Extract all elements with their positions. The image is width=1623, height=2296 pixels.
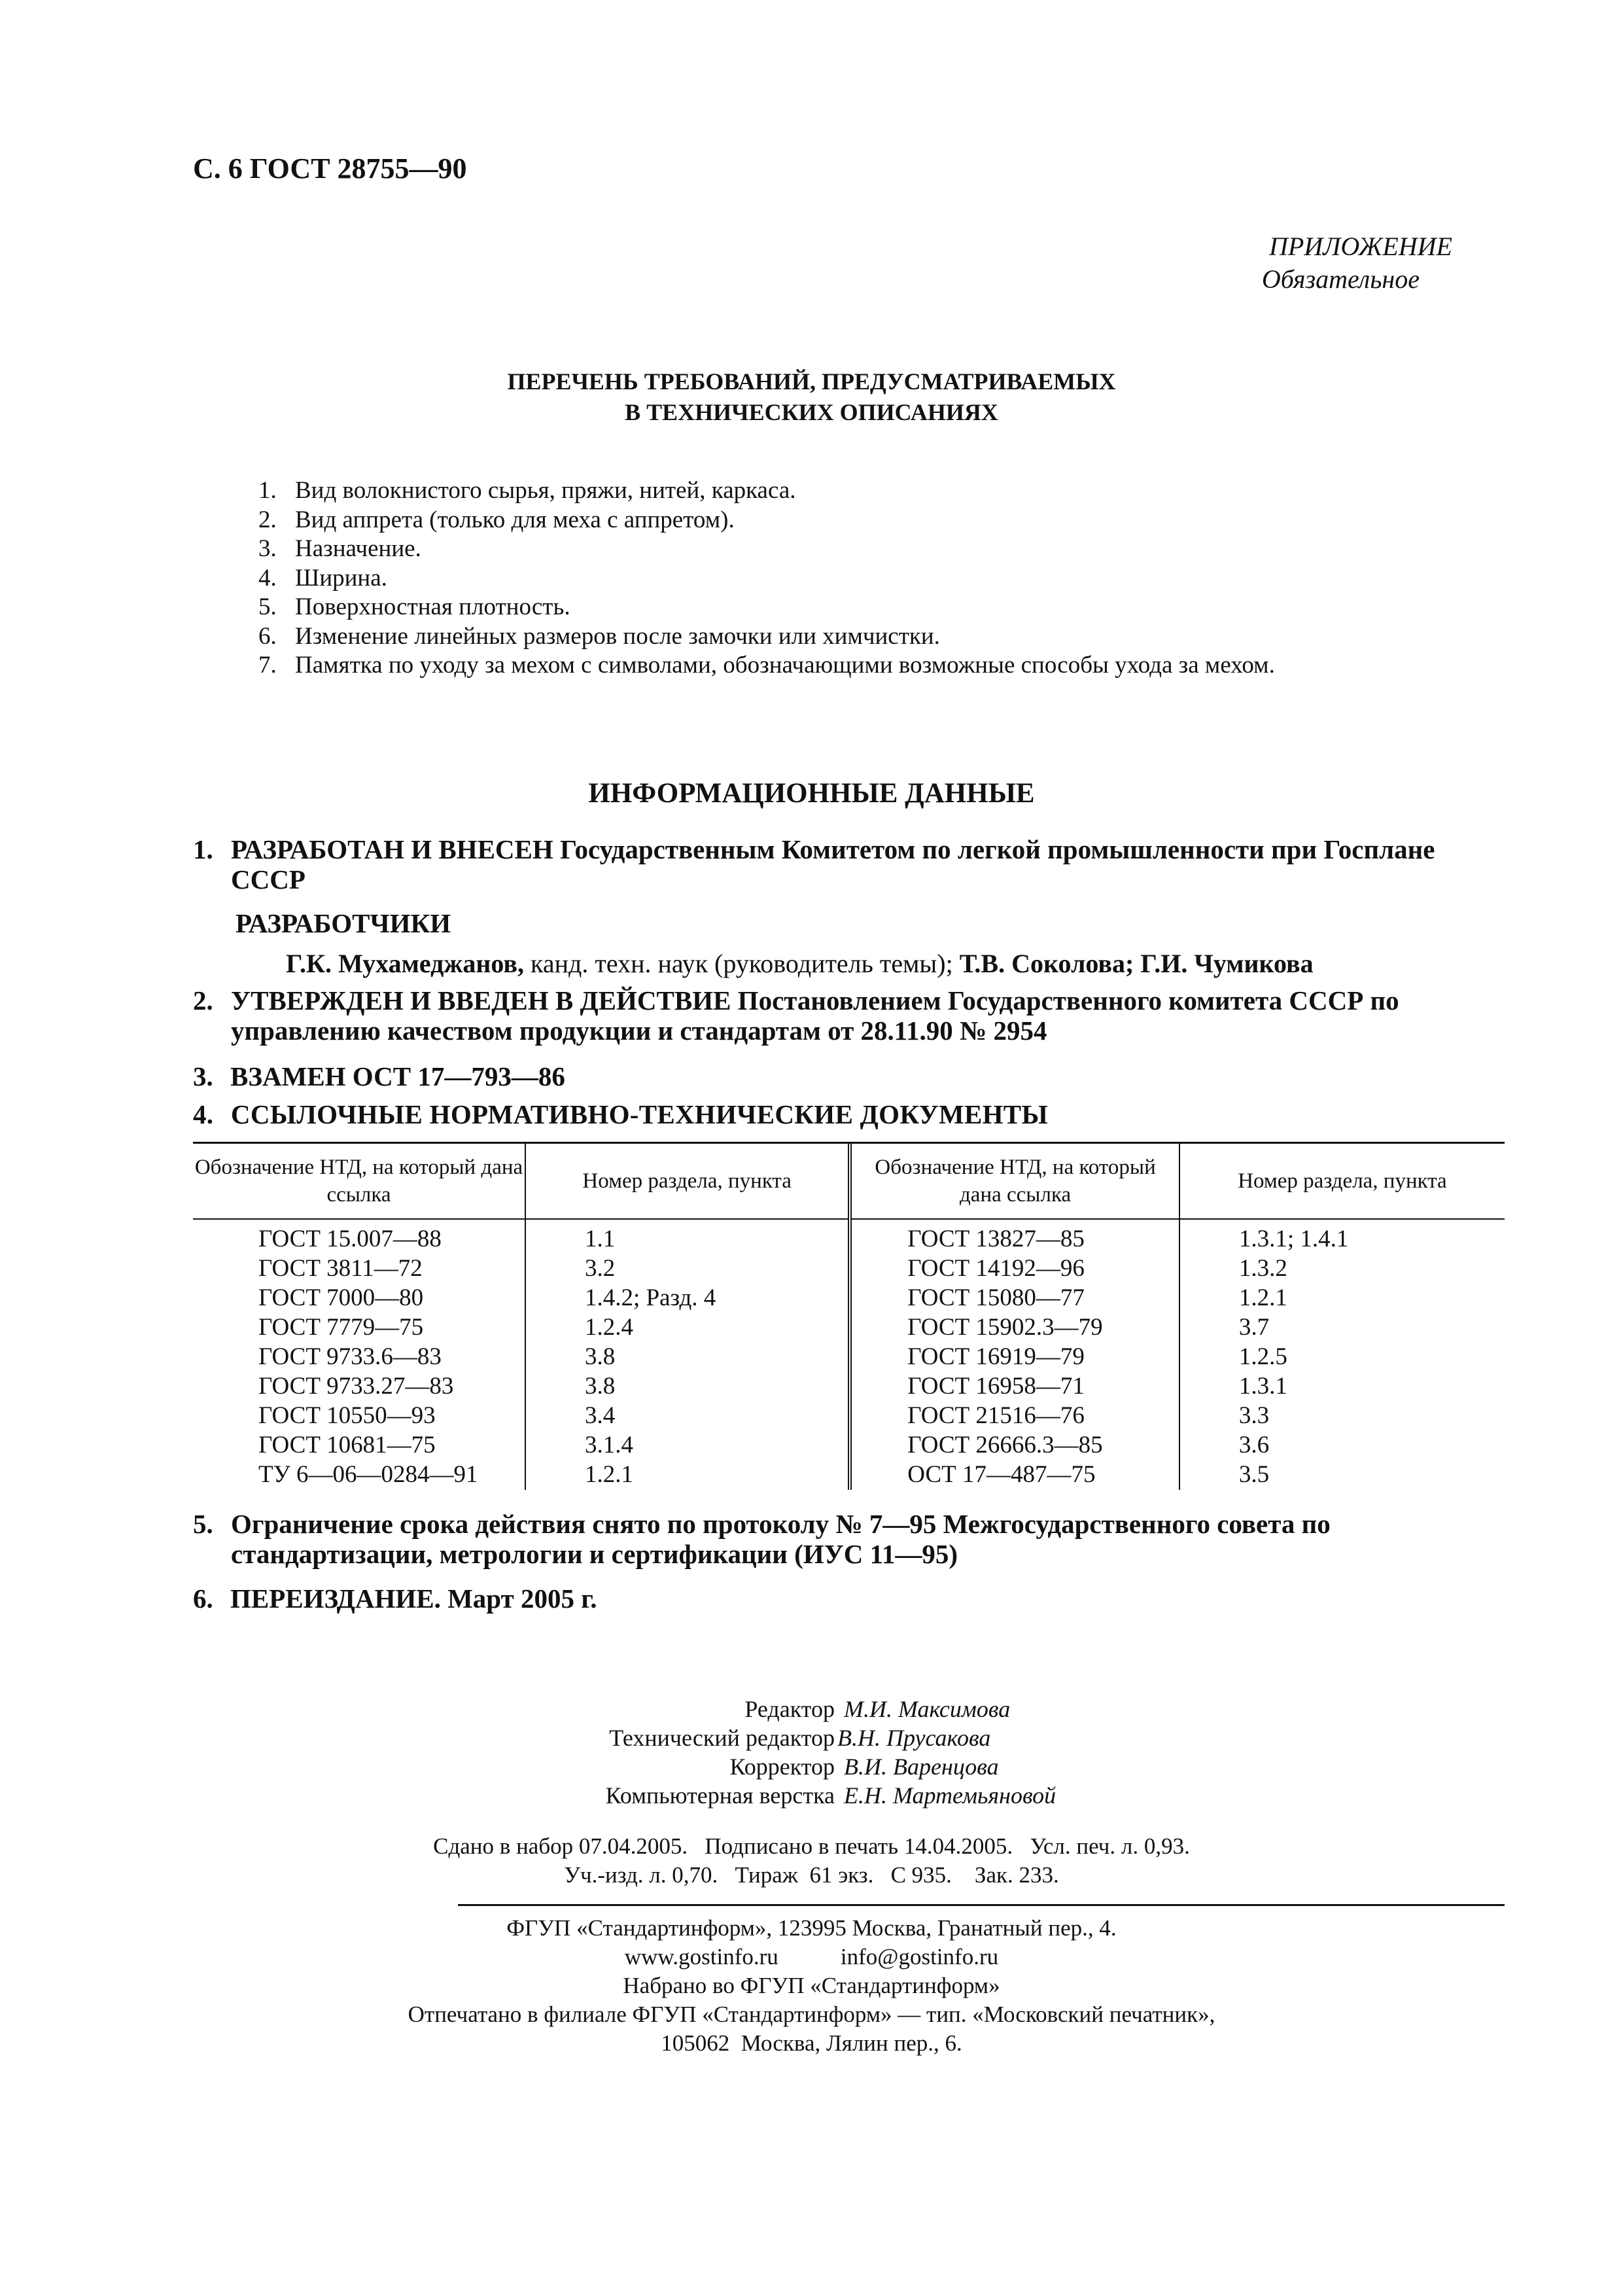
- editor-role: Технический редактор: [609, 1725, 835, 1751]
- table-cell: 3.8: [525, 1343, 850, 1372]
- developer-role: канд. техн. наук (руководитель темы);: [524, 949, 960, 978]
- list-item: [258, 476, 1275, 506]
- table-cell: 1.2.1: [1238, 1284, 1287, 1311]
- info-section-3: [193, 1061, 565, 1091]
- list-item: [258, 593, 1275, 622]
- section-text: ВЗАМЕН ОСТ 17—793—86: [230, 1061, 565, 1091]
- editor-role: Компьютерная верстка: [605, 1782, 835, 1809]
- table-cell: ГОСТ 10550—93: [193, 1402, 525, 1431]
- table-cell: 3.5: [1238, 1461, 1270, 1488]
- print-info-line1: Сдано в набор 07.04.2005. Подписано в печать 14.04.2005. Усл. печ. л. 0,93.: [433, 1833, 1190, 1859]
- developers-line: [286, 948, 1314, 979]
- section-number: 5.: [193, 1509, 213, 1539]
- appendix-label: [1086, 230, 1478, 296]
- developers-label: РАЗРАБОТЧИКИ: [236, 908, 451, 938]
- publisher-email[interactable]: info@gostinfo.ru: [840, 1944, 999, 1969]
- list-item: [258, 622, 1275, 652]
- editor-name: В.И. Варенцова: [844, 1754, 999, 1780]
- section-text: РАЗРАБОТАН И ВНЕСЕН Государственным Комитетом по легкой промышленности при Госплане СССР: [231, 834, 1435, 894]
- item-text: Назначение.: [295, 535, 421, 562]
- table-row: [193, 1343, 1505, 1372]
- table-row: [193, 1431, 1505, 1460]
- list-item: [258, 506, 1275, 535]
- table-cell: ГОСТ 7000—80: [193, 1284, 525, 1313]
- table-row: [193, 1402, 1505, 1431]
- section-text: ПЕРЕИЗДАНИЕ. Март 2005 г.: [230, 1583, 597, 1614]
- table-cell: 3.2: [525, 1254, 850, 1284]
- appendix-title: ПРИЛОЖЕНИЕ: [1269, 232, 1452, 261]
- table-cell: ТУ 6—06—0284—91: [193, 1460, 525, 1490]
- item-number: 3.: [258, 535, 277, 562]
- list-item: [258, 564, 1275, 593]
- divider: [458, 1904, 1505, 1906]
- developer-others: Т.В. Соколова; Г.И. Чумикова: [959, 949, 1314, 978]
- item-text: Изменение линейных размеров после замочки или химчистки.: [295, 622, 940, 650]
- table-cell: 3.3: [1238, 1402, 1270, 1429]
- table-cell: ГОСТ 9733.6—83: [193, 1343, 525, 1372]
- editor-row: [0, 1752, 1623, 1781]
- table-row: [193, 1313, 1505, 1343]
- list-item: [258, 535, 1275, 564]
- print-info: [0, 1832, 1623, 1890]
- editor-row: [0, 1723, 1623, 1752]
- table-cell: ОСТ 17—487—75: [850, 1460, 1179, 1490]
- section-number: 4.: [193, 1099, 214, 1129]
- table-cell: ГОСТ 26666.3—85: [850, 1431, 1179, 1460]
- table-cell: 1.3.2: [1238, 1255, 1287, 1282]
- item-number: 6.: [258, 622, 277, 650]
- info-section-2: [193, 985, 1508, 1046]
- publisher-website[interactable]: www.gostinfo.ru: [624, 1944, 778, 1969]
- editor-name: М.И. Максимова: [844, 1696, 1011, 1722]
- publisher-printed: Отпечатано в филиале ФГУП «Стандартинформ» — тип. «Московский печатник»,: [408, 2002, 1215, 2027]
- table-cell: ГОСТ 10681—75: [193, 1431, 525, 1460]
- table-cell: 1.3.1; 1.4.1: [1238, 1226, 1349, 1252]
- item-number: 4.: [258, 564, 277, 592]
- table-cell: ГОСТ 16919—79: [850, 1343, 1179, 1372]
- print-info-line2: Уч.-изд. л. 0,70. Тираж 61 экз. С 935. Зак. 233.: [564, 1862, 1059, 1888]
- editor-name: В.Н. Прусакова: [837, 1725, 991, 1751]
- editor-row: [0, 1695, 1623, 1723]
- table-row: [193, 1219, 1505, 1254]
- section-text: Ограничение срока действия снято по протоколу № 7—95 Межгосударственного совета по стандартизации, метрологии и сертификации (ИУС 11—95): [231, 1509, 1331, 1569]
- table-cell: 1.2.5: [1238, 1343, 1287, 1370]
- item-number: 1.: [258, 477, 277, 504]
- publisher-typeset: Набрано во ФГУП «Стандартинформ»: [623, 1973, 1000, 1998]
- table-cell: ГОСТ 15080—77: [850, 1284, 1179, 1313]
- section-text: УТВЕРЖДЕН И ВВЕДЕН В ДЕЙСТВИЕ Постановлением Государственного комитета СССР по управлению качеством продукции и стандартам от 28.11.90 № 2954: [231, 985, 1399, 1046]
- table-cell: 3.7: [1238, 1314, 1270, 1341]
- publisher-block: [0, 1914, 1623, 2058]
- table-cell: ГОСТ 16958—71: [850, 1372, 1179, 1402]
- reference-table: [193, 1142, 1505, 1490]
- publisher-printer-address: 105062 Москва, Лялин пер., 6.: [661, 2030, 962, 2056]
- table-cell: 1.2.1: [525, 1460, 850, 1490]
- table-cell: ГОСТ 7779—75: [193, 1313, 525, 1343]
- editor-name: Е.Н. Мартемьяновой: [844, 1782, 1056, 1809]
- list-item: [258, 651, 1275, 680]
- table-header: Обозначение НТД, на который дана ссылка: [850, 1144, 1179, 1219]
- info-title: ИНФОРМАЦИОННЫЕ ДАННЫЕ: [588, 778, 1035, 809]
- editor-role: Корректор: [729, 1754, 835, 1780]
- table-cell: ГОСТ 21516—76: [850, 1402, 1179, 1431]
- item-number: 5.: [258, 593, 277, 620]
- section-number: 6.: [193, 1583, 213, 1614]
- info-section-6: [193, 1583, 597, 1614]
- info-section-4: [193, 1099, 1048, 1129]
- table-cell: 3.8: [525, 1372, 850, 1402]
- table-cell: ГОСТ 15902.3—79: [850, 1313, 1179, 1343]
- table-header: Обозначение НТД, на который дана ссылка: [193, 1144, 525, 1219]
- item-text: Поверхностная плотность.: [295, 593, 570, 620]
- info-section-5: [193, 1509, 1508, 1569]
- table-header-row: [193, 1144, 1505, 1219]
- table-cell: ГОСТ 9733.27—83: [193, 1372, 525, 1402]
- section-number: 1.: [193, 834, 213, 864]
- table-row: [193, 1372, 1505, 1402]
- table-cell: ГОСТ 14192—96: [850, 1254, 1179, 1284]
- publisher-contacts: [0, 1943, 1623, 1971]
- requirements-list: [258, 476, 1275, 680]
- item-text: Вид аппрета (только для меха с аппретом).: [295, 506, 735, 533]
- requirements-title-line1: ПЕРЕЧЕНЬ ТРЕБОВАНИЙ, ПРЕДУСМАТРИВАЕМЫХ: [507, 368, 1116, 395]
- table-row: [193, 1284, 1505, 1313]
- page-header: С. 6 ГОСТ 28755—90: [193, 152, 467, 185]
- section-number: 2.: [193, 985, 213, 1016]
- table-cell: 3.4: [525, 1402, 850, 1431]
- table-cell: 1.3.1: [1238, 1373, 1287, 1400]
- editors-block: [0, 1695, 1623, 1810]
- table-cell: 1.2.4: [525, 1313, 850, 1343]
- table-cell: ГОСТ 13827—85: [850, 1219, 1179, 1254]
- table-cell: ГОСТ 15.007—88: [193, 1219, 525, 1254]
- table-header: Номер раздела, пункта: [1179, 1144, 1505, 1219]
- item-number: 2.: [258, 506, 277, 533]
- table-header: Номер раздела, пункта: [525, 1144, 850, 1219]
- developer-name: Г.К. Мухамеджанов,: [286, 949, 525, 978]
- appendix-status: Обязательное: [1261, 264, 1420, 294]
- section-number: 3.: [193, 1061, 213, 1091]
- table-row: [193, 1460, 1505, 1490]
- table-row: [193, 1254, 1505, 1284]
- editor-row: [0, 1781, 1623, 1810]
- section-text: ССЫЛОЧНЫЕ НОРМАТИВНО-ТЕХНИЧЕСКИЕ ДОКУМЕНТЫ: [230, 1099, 1049, 1129]
- item-text: Ширина.: [295, 564, 387, 592]
- table-cell: 1.1: [525, 1219, 850, 1254]
- table-cell: ГОСТ 3811—72: [193, 1254, 525, 1284]
- editor-role: Редактор: [744, 1696, 835, 1722]
- requirements-title-line2: В ТЕХНИЧЕСКИХ ОПИСАНИЯХ: [625, 399, 998, 425]
- table-cell: 3.1.4: [525, 1431, 850, 1460]
- info-section-1: [193, 834, 1508, 894]
- table-cell: 1.4.2; Разд. 4: [525, 1284, 850, 1313]
- item-number: 7.: [258, 652, 277, 679]
- publisher-address: ФГУП «Стандартинформ», 123995 Москва, Гранатный пер., 4.: [506, 1915, 1117, 1941]
- item-text: Памятка по уходу за мехом с символами, обозначающими возможные способы ухода за мехом.: [295, 652, 1275, 679]
- item-text: Вид волокнистого сырья, пряжи, нитей, каркаса.: [295, 477, 796, 504]
- table-cell: 3.6: [1238, 1432, 1270, 1458]
- requirements-title: [0, 366, 1623, 428]
